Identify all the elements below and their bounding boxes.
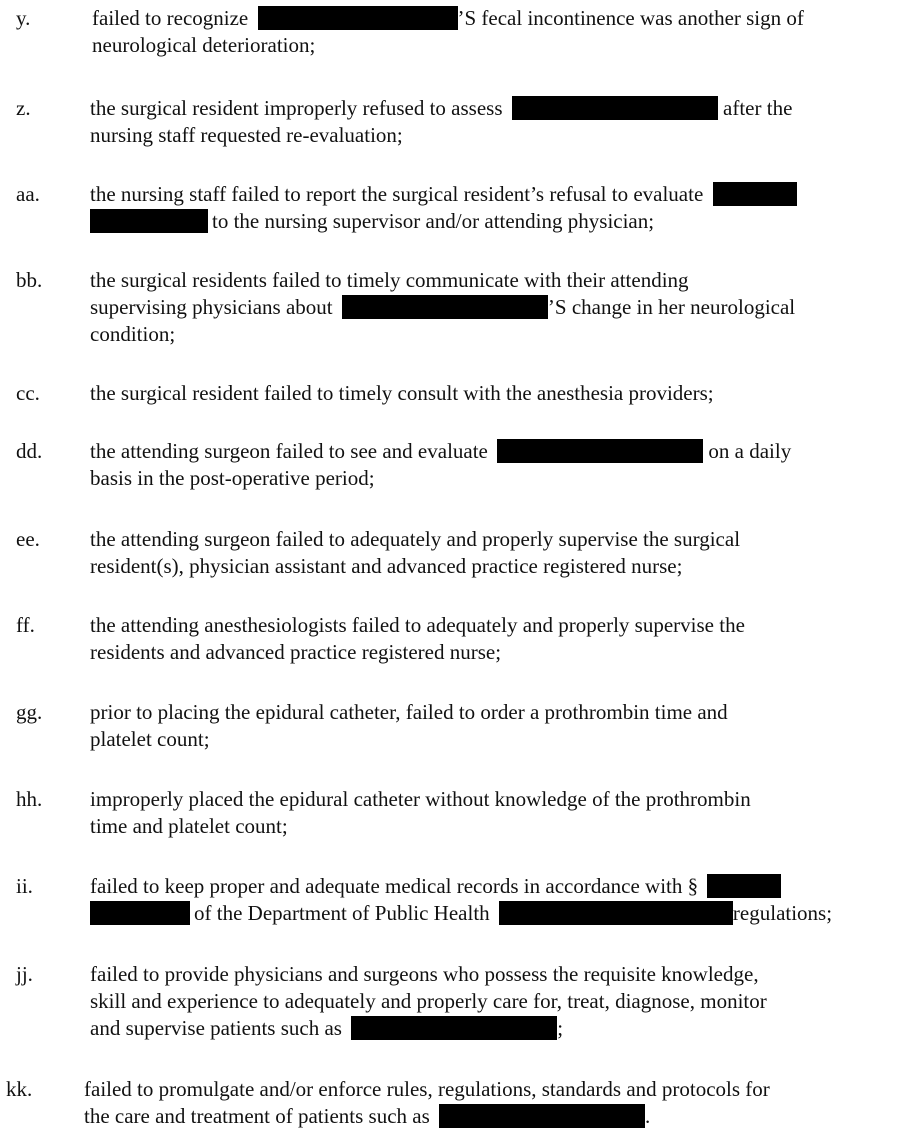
item-text: the surgical resident improperly refused to assess bbox=[90, 96, 503, 120]
item-line: the surgical resident failed to timely consult with the anesthesia providers; bbox=[90, 381, 714, 405]
item-text: regulations; bbox=[732, 901, 833, 925]
item-line bbox=[90, 294, 795, 321]
item-line bbox=[90, 95, 792, 122]
item-label: aa. bbox=[16, 182, 40, 206]
item-text: ’S fecal incontinence was another sign of bbox=[457, 6, 804, 30]
redaction-block bbox=[258, 6, 458, 30]
redaction-block bbox=[713, 182, 797, 206]
item-line: the attending surgeon failed to adequately and properly supervise the surgical bbox=[90, 527, 741, 551]
item-label: dd. bbox=[16, 439, 43, 463]
redaction-block bbox=[707, 874, 781, 898]
item-text: failed to recognize bbox=[92, 6, 249, 30]
item-text: . bbox=[645, 1104, 651, 1128]
redaction-block bbox=[512, 96, 718, 120]
item-text: and supervise patients such as bbox=[90, 1016, 342, 1040]
item-label: ff. bbox=[16, 613, 35, 637]
item-label: z. bbox=[16, 96, 31, 120]
item-line: platelet count; bbox=[90, 727, 210, 751]
item-line: the surgical residents failed to timely communicate with their attending bbox=[90, 268, 689, 292]
item-text: of the Department of Public Health bbox=[194, 901, 490, 925]
item-line: nursing staff requested re-evaluation; bbox=[90, 123, 403, 147]
item-label: ii. bbox=[16, 874, 33, 898]
item-line: skill and experience to adequately and properly care for, treat, diagnose, monitor bbox=[90, 989, 767, 1013]
item-text: ; bbox=[557, 1016, 564, 1040]
item-line: failed to provide physicians and surgeons who possess the requisite knowledge, bbox=[90, 962, 759, 986]
item-text: ’S change in her neurological bbox=[547, 295, 796, 319]
item-text: supervising physicians about bbox=[90, 295, 333, 319]
item-line bbox=[90, 438, 791, 465]
item-line bbox=[84, 1103, 650, 1130]
item-label: cc. bbox=[16, 381, 40, 405]
item-line: basis in the post-operative period; bbox=[90, 466, 375, 490]
item-line: failed to promulgate and/or enforce rules, regulations, standards and protocols for bbox=[84, 1077, 770, 1101]
redaction-block bbox=[497, 439, 703, 463]
redaction-block bbox=[342, 295, 548, 319]
item-line: the attending anesthesiologists failed to adequately and properly supervise the bbox=[90, 613, 745, 637]
item-label: bb. bbox=[16, 268, 43, 292]
item-text: after the bbox=[723, 96, 793, 120]
item-line: residents and advanced practice registered nurse; bbox=[90, 640, 502, 664]
item-line bbox=[90, 181, 797, 208]
item-label: jj. bbox=[16, 962, 33, 986]
item-text: the attending surgeon failed to see and evaluate bbox=[90, 439, 488, 463]
redaction-block bbox=[499, 901, 733, 925]
item-label: ee. bbox=[16, 527, 40, 551]
item-text: on a daily bbox=[708, 439, 792, 463]
item-line: time and platelet count; bbox=[90, 814, 288, 838]
item-label: y. bbox=[16, 6, 31, 30]
item-text: the care and treatment of patients such as bbox=[84, 1104, 430, 1128]
item-line bbox=[92, 5, 804, 32]
item-text: to the nursing supervisor and/or attending physician; bbox=[212, 209, 655, 233]
item-label: gg. bbox=[16, 700, 43, 724]
item-line: neurological deterioration; bbox=[92, 33, 316, 57]
item-line: condition; bbox=[90, 322, 176, 346]
item-line bbox=[90, 873, 781, 900]
item-line: improperly placed the epidural catheter without knowledge of the prothrombin bbox=[90, 787, 751, 811]
redaction-block bbox=[439, 1104, 645, 1128]
redaction-block bbox=[90, 209, 208, 233]
redaction-block bbox=[351, 1016, 557, 1040]
item-text: the nursing staff failed to report the surgical resident’s refusal to evaluate bbox=[90, 182, 704, 206]
item-line bbox=[90, 208, 654, 235]
item-text: failed to keep proper and adequate medical records in accordance with § bbox=[90, 874, 699, 898]
item-line bbox=[90, 900, 832, 927]
item-line: prior to placing the epidural catheter, failed to order a prothrombin time and bbox=[90, 700, 728, 724]
item-line bbox=[90, 1015, 563, 1042]
item-label: hh. bbox=[16, 787, 43, 811]
redaction-block bbox=[90, 901, 190, 925]
item-line: resident(s), physician assistant and advanced practice registered nurse; bbox=[90, 554, 683, 578]
item-label: kk. bbox=[6, 1077, 33, 1101]
